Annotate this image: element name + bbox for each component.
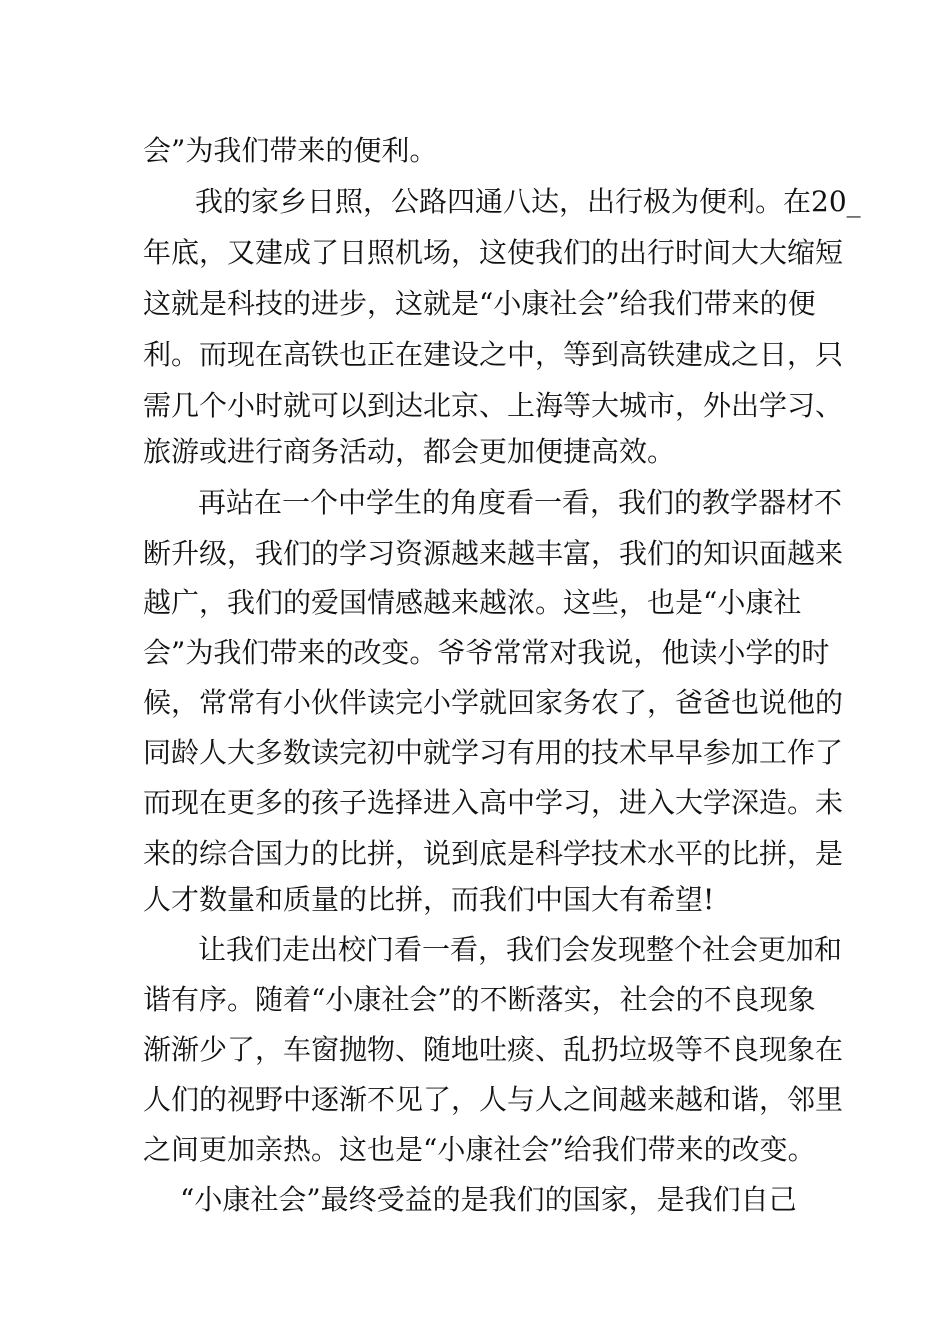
paragraph-first-line: 再站在一个中学生的角度看一看，我们的教学器材不 bbox=[198, 486, 843, 519]
text-line: 需几个小时就可以到达北京、上海等大城市，外出学习、 bbox=[143, 389, 844, 422]
text-line: 人们的视野中逐渐不见了，人与人之间越来越和谐，邻里 bbox=[143, 1083, 844, 1116]
text-line: 断升级，我们的学习资源越来越丰富，我们的知识面越来 bbox=[143, 537, 844, 570]
text-line: 利。而现在高铁也正在建设之中，等到高铁建成之日，只 bbox=[143, 338, 844, 371]
paragraph-first-line: 我的家乡日照，公路四通八达，出行极为便利。在20_ bbox=[195, 185, 861, 218]
text-line: 越广，我们的爱国情感越来越浓。这些，也是“小康社 bbox=[143, 586, 802, 619]
text-line: 谐有序。随着“小康社会”的不断落实，社会的不良现象 bbox=[143, 983, 816, 1016]
text-line: 年底，又建成了日照机场，这使我们的出行时间大大缩短 bbox=[143, 236, 844, 269]
text-line: 而现在更多的孩子选择进入高中学习，进入大学深造。未 bbox=[143, 786, 844, 819]
text-line: 人才数量和质量的比拼，而我们中国大有希望! bbox=[143, 883, 715, 916]
paragraph-first-line: “小康社会”最终受益的是我们的国家，是我们自己 bbox=[180, 1183, 797, 1216]
text-line: 这就是科技的进步，这就是“小康社会”给我们带来的便 bbox=[143, 287, 816, 320]
text-line: 渐渐少了，车窗抛物、随地吐痰、乱扔垃圾等不良现象在 bbox=[143, 1033, 844, 1066]
text-line: 来的综合国力的比拼，说到底是科学技术水平的比拼，是 bbox=[143, 837, 844, 870]
text-line: 会”为我们带来的便利。 bbox=[143, 134, 438, 167]
text-line: 会”为我们带来的改变。爷爷常常对我说，他读小学的时 bbox=[143, 636, 830, 669]
paragraph-first-line: 让我们走出校门看一看，我们会发现整个社会更加和 bbox=[198, 933, 843, 966]
text-line: 候，常常有小伙伴读完小学就回家务农了，爸爸也说他的 bbox=[143, 686, 844, 719]
text-line: 同龄人大多数读完初中就学习有用的技术早早参加工作了 bbox=[143, 736, 844, 769]
text-line: 之间更加亲热。这也是“小康社会”给我们带来的改变。 bbox=[143, 1133, 816, 1166]
text-line: 旅游或进行商务活动，都会更加便捷高效。 bbox=[143, 435, 676, 468]
